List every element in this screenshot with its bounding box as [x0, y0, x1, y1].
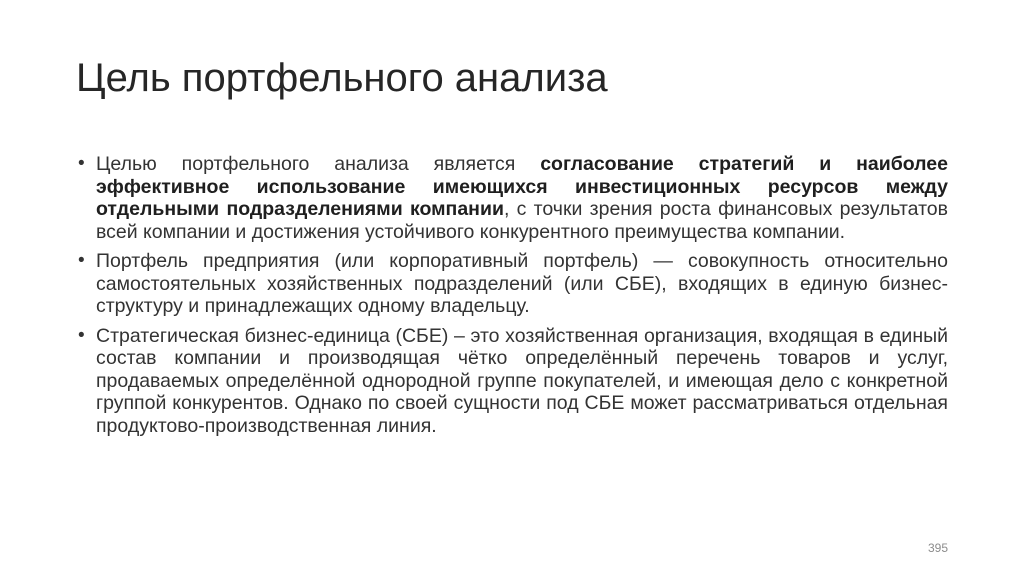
bullet-text-bold: согласование стратегий и наиболее эффективное использование имеющихся инвестиционных ресурсов между отдельными подразделениями компании: [96, 153, 948, 220]
page-number: 395: [927, 541, 948, 555]
bullet-item-sbu: [78, 325, 948, 438]
slide-title: Цель портфельного анализа: [76, 56, 608, 100]
bullet-dot-icon: •: [78, 153, 85, 174]
bullet-text-intro: Целью портфельного анализа является: [96, 153, 541, 175]
bullet-list: [78, 153, 948, 444]
bullet-text: Портфель предприятия (или корпоративный портфель) — совокупность относительно самостоятельных хозяйственных подразделений (или СБЕ), входящих в единую бизнес-структуру и принадлежащих одному владельцу.: [96, 250, 948, 317]
bullet-text: Стратегическая бизнес-единица (СБЕ) – это хозяйственная организация, входящая в единый состав компании и производящая чётко определённый перечень товаров и услуг, продаваемых определённой однородной группе покупателей, и имеющая дело с конкретной группой конкурентов. Однако по своей сущности под СБЕ может рассматриваться отдельная продуктово-производственная линия.: [96, 324, 948, 437]
bullet-text-rest: , с точки зрения роста финансовых результатов всей компании и достижения устойчивого конкурентного преимущества компании.: [96, 198, 948, 243]
bullet-item-goal: [78, 153, 948, 243]
bullet-dot-icon: •: [78, 250, 85, 271]
bullet-dot-icon: •: [78, 324, 85, 346]
bullet-item-portfolio: [78, 250, 948, 318]
